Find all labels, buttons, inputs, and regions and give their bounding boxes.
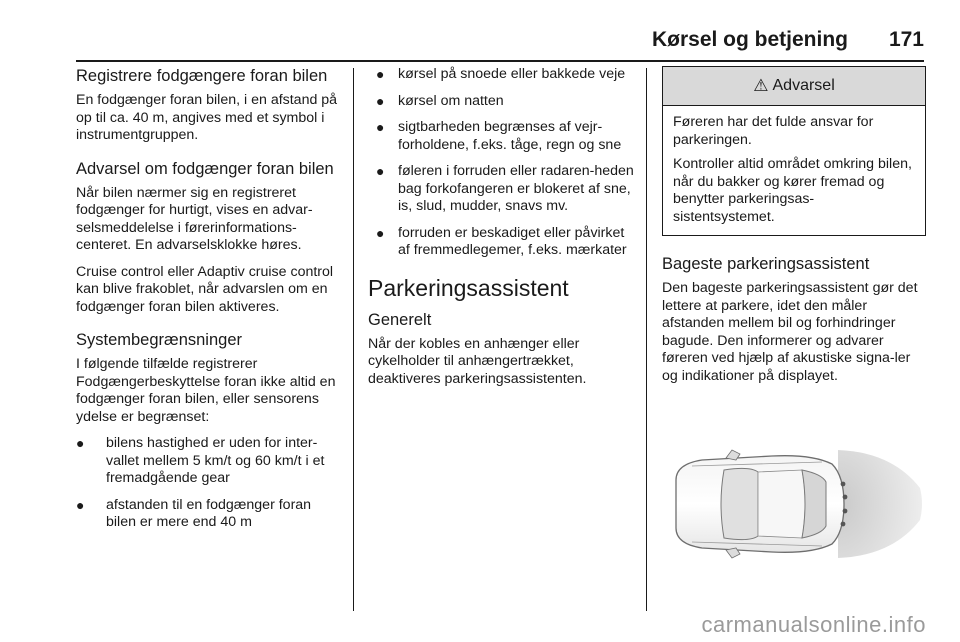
bullet-list — [368, 66, 636, 260]
list-item: ● sigtbarheden begrænses af vejr-forholdene, f.eks. tåge, regn og sne — [376, 119, 622, 153]
sensor-dot — [841, 522, 846, 527]
bullet-icon: ● — [376, 92, 385, 109]
sensor-dot — [841, 482, 846, 487]
column-divider — [353, 68, 354, 611]
heading-rear-parking-assist: Bageste parkeringsassistent — [662, 255, 870, 273]
paragraph: Cruise control eller Adaptiv cruise control kan blive frakoblet, når advarslen om en fodgænger foran bilen aktiveres. — [76, 263, 334, 315]
paragraph: Når der kobles en anhænger eller cykelholder til anhængertrækket, deaktiveres parkeringsassistenten. — [368, 335, 587, 387]
car-sensor-illustration — [662, 392, 926, 620]
heading-system-limits: Systembegrænsninger — [76, 331, 242, 349]
heading-general: Generelt — [368, 310, 432, 329]
list-item: ● bilens hastighed er uden for inter-vallet mellem 5 km/t og 60 km/t i et fremadgående gear — [76, 435, 325, 486]
bullet-icon: ● — [76, 435, 85, 451]
bullet-icon: ● — [376, 163, 385, 179]
paragraph: En fodgænger foran bilen, i en afstand på op til ca. 40 m, angives med et symbol i instrumentgruppen. — [76, 92, 338, 143]
sensor-dot — [843, 509, 848, 514]
sensor-zone — [838, 450, 922, 558]
paragraph: I følgende tilfælde registrerer Fodgængerbeskyttelse foran ikke altid en fodgænger foran bilen, eller sensorens ydelse er begrænset: — [76, 356, 336, 425]
page-number: 171 — [888, 28, 924, 51]
paragraph: Føreren har det fulde ansvar for parkeringen. — [673, 114, 874, 148]
page-header — [76, 26, 924, 62]
roof — [758, 470, 805, 538]
warning-box — [662, 66, 926, 236]
column-3 — [662, 66, 926, 394]
paragraph: Kontroller altid området omkring bilen, når du bakker og kører fremad og benytter parkeringsas-sistentsystemet. — [673, 156, 912, 225]
bullet-icon: ● — [376, 119, 385, 135]
warning-title: Advarsel — [772, 77, 835, 94]
windshield — [721, 468, 758, 539]
sensor-dot — [843, 495, 848, 500]
column-1 — [76, 66, 344, 541]
bullet-list — [76, 435, 344, 532]
rear-window — [802, 470, 826, 538]
header-title: Kørsel og betjening — [651, 28, 848, 51]
heading-pedestrian-detection: Registrere fodgængere foran bilen — [76, 67, 328, 85]
heading-pedestrian-warning: Advarsel om fodgænger foran bilen — [76, 159, 334, 178]
car-top-view-icon — [662, 392, 926, 620]
bullet-icon: ● — [376, 66, 385, 82]
watermark: carmanualsonline.info — [701, 612, 926, 637]
column-divider — [646, 68, 647, 611]
warning-triangle-icon: ⚠ — [753, 76, 769, 95]
warning-body — [663, 106, 925, 235]
column-2 — [368, 66, 636, 397]
warning-header — [663, 67, 925, 106]
bullet-icon: ● — [376, 224, 385, 241]
list-item: ● føleren i forruden eller radaren-heden bag forkofangeren er blokeret af sne, is, slud, mudder, snavs mv. — [376, 163, 634, 214]
paragraph: Den bageste parkeringsassistent gør det lettere at parkere, idet den måler afstanden mellem bil og forhindringer bagude. Den informerer og advarer føreren ved hjælp af akustiske signa-ler og indikationer på displayet. — [662, 280, 918, 384]
bullet-icon: ● — [76, 496, 85, 513]
heading-parking-assist: Parkeringsassistent — [368, 274, 569, 301]
list-item: ● afstanden til en fodgænger foran bilen er mere end 40 m — [76, 496, 312, 530]
list-item: ● kørsel om natten — [376, 92, 504, 109]
list-item: ● kørsel på snoede eller bakkede veje — [376, 66, 626, 82]
paragraph: Når bilen nærmer sig en registreret fodgænger for hurtigt, vises en advar-selsmeddelelse i førerinformations-centeret. En advarselsklokke høres. — [76, 184, 313, 253]
list-item: ● forruden er beskadiget eller påvirket af fremmedlegemer, f.eks. mærkater — [376, 224, 627, 258]
